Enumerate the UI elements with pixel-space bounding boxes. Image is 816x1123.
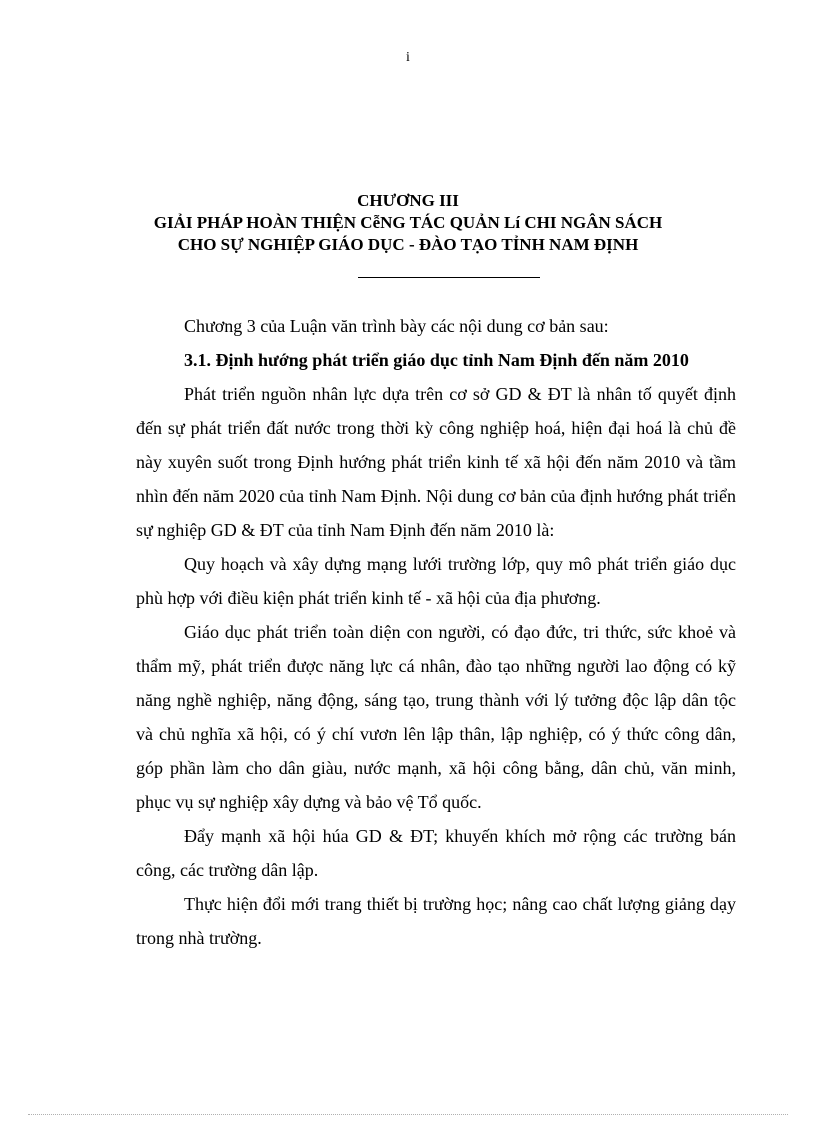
- heading-underline-divider: [358, 277, 540, 278]
- body-paragraph: Giáo dục phát triển toàn diện con người, có đạo đức, tri thức, sức khoẻ và thẩm mỹ, phát triển được năng lực cá nhân, đào tạo những người lao động có kỹ năng nghề nghiệp, năng động, sáng tạo, trung thành với lý tưởng độc lập dân tộc và chủ nghĩa xã hội, có ý chí vươn lên lập thân, lập nghiệp, có ý thức công dân, góp phần làm cho dân giàu, nước mạnh, xã hội công bằng, dân chủ, văn minh, phục vụ sự nghiệp xây dựng và bảo vệ Tổ quốc.: [136, 622, 736, 812]
- body-paragraph: Thực hiện đổi mới trang thiết bị trường học; nâng cao chất lượng giảng dạy trong nhà trường.: [136, 894, 736, 948]
- chapter-heading: [120, 190, 696, 256]
- page-number: i: [406, 50, 410, 65]
- chapter-title-line-2: CHO SỰ NGHIỆP GIÁO DỤC - ĐÀO TẠO TỈNH NAM ĐỊNH: [177, 235, 639, 254]
- body-paragraph: Quy hoạch và xây dựng mạng lưới trường lớp, quy mô phát triển giáo dục phù hợp với điều kiện phát triển kinh tế - xã hội của địa phương.: [136, 554, 736, 608]
- page-bottom-dotted-border: [28, 1114, 788, 1115]
- intro-paragraph: Chương 3 của Luận văn trình bày các nội dung cơ bản sau:: [184, 316, 609, 336]
- body-paragraph: Phát triển nguồn nhân lực dựa trên cơ sở GD & ĐT là nhân tố quyết định đến sự phát triển đất nước trong thời kỳ công nghiệp hoá, hiện đại hoá là chủ đề này xuyên suốt trong Định hướng phát triển kinh tế xã hội đến năm 2010 và tầm nhìn đến năm 2020 của tỉnh Nam Định. Nội dung cơ bản của định hướng phát triển sự nghiệp GD & ĐT của tỉnh Nam Định đến năm 2010 là:: [136, 384, 736, 540]
- document-body: [136, 309, 736, 955]
- body-paragraph: Đẩy mạnh xã hội húa GD & ĐT; khuyến khích mở rộng các trường bán công, các trường dân lập.: [136, 826, 736, 880]
- chapter-label: CHƯƠNG III: [357, 191, 459, 210]
- chapter-title-line-1: GIẢI PHÁP HOÀN THIỆN CễNG TÁC QUẢN Lí CHI NGÂN SÁCH: [153, 213, 663, 232]
- section-heading: 3.1. Định hướng phát triển giáo dục tỉnh Nam Định đến năm 2010: [184, 350, 689, 370]
